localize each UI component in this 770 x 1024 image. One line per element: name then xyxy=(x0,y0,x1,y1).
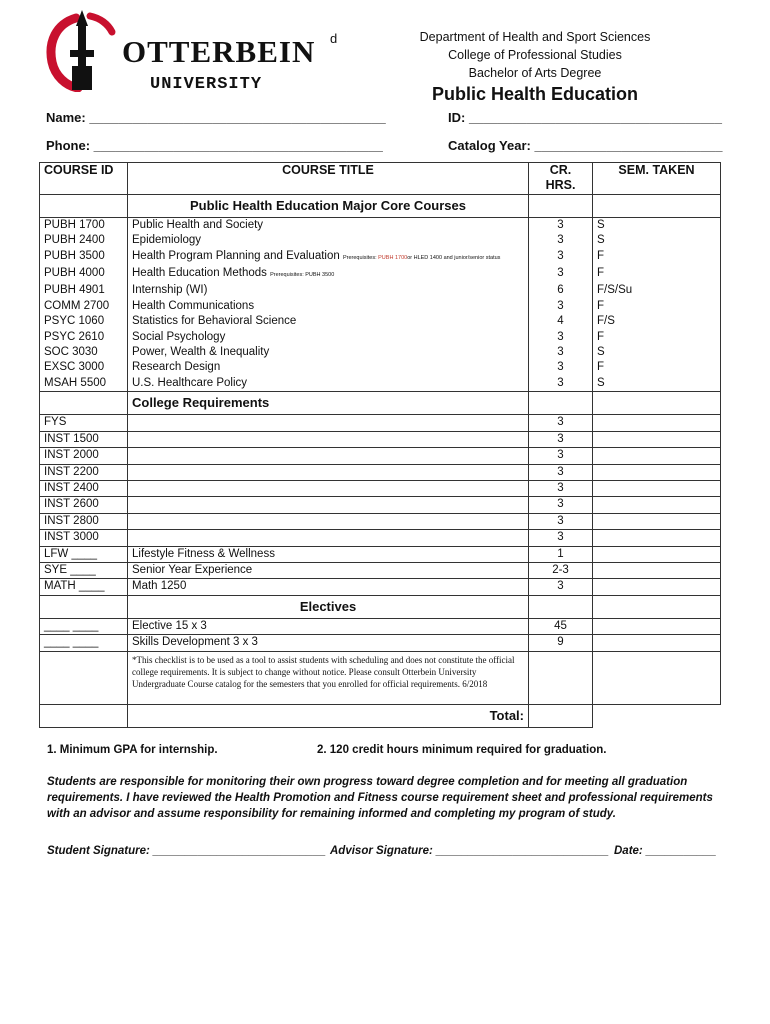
note-credit-hours: 2. 120 credit hours minimum required for graduation. xyxy=(317,744,607,756)
section-core xyxy=(40,194,721,217)
table-row xyxy=(40,431,721,447)
semester-taken: S xyxy=(593,233,721,248)
header-sem-taken: SEM. TAKEN xyxy=(593,163,721,195)
semester-taken-cell[interactable] xyxy=(593,497,721,513)
course-id: INST 3000 xyxy=(40,530,128,546)
semester-taken: S xyxy=(593,376,721,392)
course-title xyxy=(128,330,529,345)
electives-section-title: Electives xyxy=(128,595,529,618)
semester-taken-cell[interactable] xyxy=(593,635,721,651)
course-title: Senior Year Experience xyxy=(128,562,529,578)
semester-taken: F/S/Su xyxy=(593,283,721,298)
credit-hours: 3 xyxy=(529,448,593,464)
credit-hours: 3 xyxy=(529,217,593,233)
table-row xyxy=(40,415,721,431)
course-id: PSYC 1060 xyxy=(40,314,128,329)
course-id: EXSC 3000 xyxy=(40,360,128,375)
note-gpa: 1. Minimum GPA for internship. xyxy=(47,744,218,756)
course-id: INST 2000 xyxy=(40,448,128,464)
course-id: INST 2200 xyxy=(40,464,128,480)
course-id: MATH ____ xyxy=(40,579,128,595)
section-college xyxy=(40,392,721,415)
credit-hours: 3 xyxy=(529,530,593,546)
table-row xyxy=(40,217,721,233)
credit-hours: 2-3 xyxy=(529,562,593,578)
table-header-row xyxy=(40,163,721,195)
table-row xyxy=(40,299,721,314)
course-id: PUBH 1700 xyxy=(40,217,128,233)
table-row xyxy=(40,345,721,360)
credit-hours: 3 xyxy=(529,464,593,480)
phone-field[interactable]: Phone: ________________________________________ xyxy=(46,138,383,153)
course-title: Elective 15 x 3 xyxy=(128,618,529,634)
catalog-year-field[interactable]: Catalog Year: __________________________ xyxy=(448,138,723,153)
course-id: SOC 3030 xyxy=(40,345,128,360)
credit-hours: 3 xyxy=(529,249,593,266)
table-row xyxy=(40,618,721,634)
course-table xyxy=(39,162,721,728)
course-id: INST 2800 xyxy=(40,513,128,529)
course-title xyxy=(128,497,529,513)
course-title xyxy=(128,376,529,392)
dept-line-2: College of Professional Studies xyxy=(448,48,622,62)
course-id: LFW ____ xyxy=(40,546,128,562)
table-row xyxy=(40,546,721,562)
id-field[interactable]: ID: ___________________________________ xyxy=(448,110,722,125)
semester-taken-cell[interactable] xyxy=(593,448,721,464)
header-credit-hours: CR. HRS. xyxy=(529,163,593,195)
logo-wordmark: OTTERBEIN xyxy=(122,34,316,69)
table-row xyxy=(40,562,721,578)
credit-hours: 3 xyxy=(529,376,593,392)
credit-hours: 3 xyxy=(529,579,593,595)
course-prereq-highlight: PUBH 1700 xyxy=(378,254,408,261)
semester-taken: S xyxy=(593,345,721,360)
course-title xyxy=(128,513,529,529)
semester-taken: F/S xyxy=(593,314,721,329)
college-section-title: College Requirements xyxy=(128,392,529,415)
semester-taken: S xyxy=(593,217,721,233)
logo-emblem-icon xyxy=(46,10,126,92)
course-prereq-note: Prerequisites: PUBH 3500 xyxy=(270,272,335,279)
section-electives xyxy=(40,595,721,618)
signature-date[interactable]: Date: ___________ xyxy=(614,845,717,857)
course-id: PUBH 3500 xyxy=(40,249,128,266)
total-label: Total: xyxy=(128,704,529,727)
credit-hours: 3 xyxy=(529,345,593,360)
credit-hours: 3 xyxy=(529,513,593,529)
course-prereq-note-end: or HLED 1400 and junior/senior status xyxy=(407,254,501,261)
course-id: PSYC 2610 xyxy=(40,330,128,345)
table-row xyxy=(40,266,721,283)
course-id: SYE ____ xyxy=(40,562,128,578)
course-title xyxy=(128,299,529,314)
university-logo xyxy=(46,10,318,92)
credit-hours: 3 xyxy=(529,480,593,496)
course-id: INST 2600 xyxy=(40,497,128,513)
course-title xyxy=(128,283,529,298)
course-title xyxy=(128,464,529,480)
course-title xyxy=(128,360,529,375)
course-id: FYS xyxy=(40,415,128,431)
course-title-text: Epidemiology xyxy=(132,234,202,247)
semester-taken-cell[interactable] xyxy=(593,513,721,529)
course-title-text: Internship (WI) xyxy=(132,284,208,297)
total-row xyxy=(40,704,721,727)
course-title-text: Statistics for Behavioral Science xyxy=(132,315,297,328)
course-title-text: Health Education Methods xyxy=(132,267,267,280)
credit-hours: 3 xyxy=(529,299,593,314)
semester-taken-cell[interactable] xyxy=(593,431,721,447)
table-row xyxy=(40,480,721,496)
semester-taken-cell[interactable] xyxy=(593,464,721,480)
course-id: INST 1500 xyxy=(40,431,128,447)
semester-taken-cell[interactable] xyxy=(593,546,721,562)
course-id: MSAH 5500 xyxy=(40,376,128,392)
semester-taken: F xyxy=(593,249,721,266)
course-title-text: Social Psychology xyxy=(132,330,226,343)
dept-line-3: Bachelor of Arts Degree xyxy=(468,66,602,80)
credit-hours: 3 xyxy=(529,497,593,513)
course-id: PUBH 4000 xyxy=(40,266,128,283)
course-title-text: Power, Wealth & Inequality xyxy=(132,346,270,359)
semester-taken: F xyxy=(593,330,721,345)
semester-taken-cell[interactable] xyxy=(593,562,721,578)
semester-taken-cell[interactable] xyxy=(593,480,721,496)
credit-hours: 9 xyxy=(529,635,593,651)
credit-hours: 3 xyxy=(529,330,593,345)
credit-hours: 3 xyxy=(529,233,593,248)
table-row xyxy=(40,530,721,546)
course-title: Math 1250 xyxy=(128,579,529,595)
course-title: Lifestyle Fitness & Wellness xyxy=(128,546,529,562)
credit-hours: 3 xyxy=(529,415,593,431)
course-title xyxy=(128,415,529,431)
disclaimer-row xyxy=(40,651,721,704)
disclaimer-text: *This checklist is to be used as a tool to assist students with scheduling and does not constitute the official college requirements. It is subject to change without notice. Please consult Otterbein University Undergraduate Course catalog for the semesters that you enrolled for official requirements. 6/2018 xyxy=(128,651,529,704)
course-id: ____ ____ xyxy=(40,635,128,651)
course-title xyxy=(128,448,529,464)
header-course-id: COURSE ID xyxy=(40,163,128,195)
table-row xyxy=(40,249,721,266)
table-row xyxy=(40,283,721,298)
core-section-title: Public Health Education Major Core Courses xyxy=(128,194,529,217)
course-title-text: Public Health and Society xyxy=(132,218,264,231)
semester-taken-cell[interactable] xyxy=(593,530,721,546)
semester-taken: F xyxy=(593,266,721,283)
program-title: Public Health Education xyxy=(431,84,639,104)
responsibility-statement: Students are responsible for monitoring their own progress toward degree completion and for meeting all graduation requirements. I have reviewed the Health Promotion and Fitness course requirement sheet and professional requirements with an advisor and assume responsibility for remaining informed and completing my program of study. xyxy=(47,776,713,820)
course-title xyxy=(128,249,529,266)
course-id: COMM 2700 xyxy=(40,299,128,314)
credit-hours: 4 xyxy=(529,314,593,329)
course-title xyxy=(128,266,529,283)
credit-hours: 3 xyxy=(529,360,593,375)
credit-hours: 45 xyxy=(529,618,593,634)
semester-taken-cell[interactable] xyxy=(593,415,721,431)
table-row xyxy=(40,233,721,248)
course-title-text: U.S. Healthcare Policy xyxy=(132,376,248,389)
course-title xyxy=(128,217,529,233)
credit-hours: 3 xyxy=(529,266,593,283)
table-row xyxy=(40,448,721,464)
stray-mark: d xyxy=(330,31,338,46)
semester-taken-cell[interactable] xyxy=(593,579,721,595)
table-row xyxy=(40,579,721,595)
course-prereq-note: Prerequisites: xyxy=(342,254,379,261)
table-row xyxy=(40,376,721,392)
course-id: INST 2400 xyxy=(40,480,128,496)
course-title: Skills Development 3 x 3 xyxy=(128,635,529,651)
table-row xyxy=(40,314,721,329)
credit-hours: 3 xyxy=(529,431,593,447)
course-title xyxy=(128,233,529,248)
name-field[interactable]: Name: _________________________________________ xyxy=(46,110,386,125)
table-row xyxy=(40,464,721,480)
course-id: ____ ____ xyxy=(40,618,128,634)
logo-subtitle: UNIVERSITY xyxy=(150,75,263,94)
total-value-cell[interactable] xyxy=(529,704,593,727)
course-title xyxy=(128,431,529,447)
dept-line-1: Department of Health and Sport Sciences xyxy=(419,30,651,44)
student-signature[interactable]: Student Signature: ___________________________ xyxy=(47,845,326,857)
advisor-signature[interactable]: Advisor Signature: ___________________________ xyxy=(330,845,609,857)
course-title xyxy=(128,314,529,329)
table-row xyxy=(40,513,721,529)
course-title-text: Health Program Planning and Evaluation xyxy=(132,249,340,262)
credit-hours: 1 xyxy=(529,546,593,562)
semester-taken-cell[interactable] xyxy=(593,618,721,634)
table-row xyxy=(40,635,721,651)
semester-taken: F xyxy=(593,360,721,375)
course-title xyxy=(128,480,529,496)
course-id: PUBH 4901 xyxy=(40,283,128,298)
table-row xyxy=(40,497,721,513)
course-title-text: Research Design xyxy=(132,361,221,374)
header-course-title: COURSE TITLE xyxy=(128,163,529,195)
course-title xyxy=(128,345,529,360)
table-row xyxy=(40,360,721,375)
course-title-text: Health Communications xyxy=(132,299,255,312)
table-row xyxy=(40,330,721,345)
semester-taken: F xyxy=(593,299,721,314)
course-id: PUBH 2400 xyxy=(40,233,128,248)
credit-hours: 6 xyxy=(529,283,593,298)
course-title xyxy=(128,530,529,546)
